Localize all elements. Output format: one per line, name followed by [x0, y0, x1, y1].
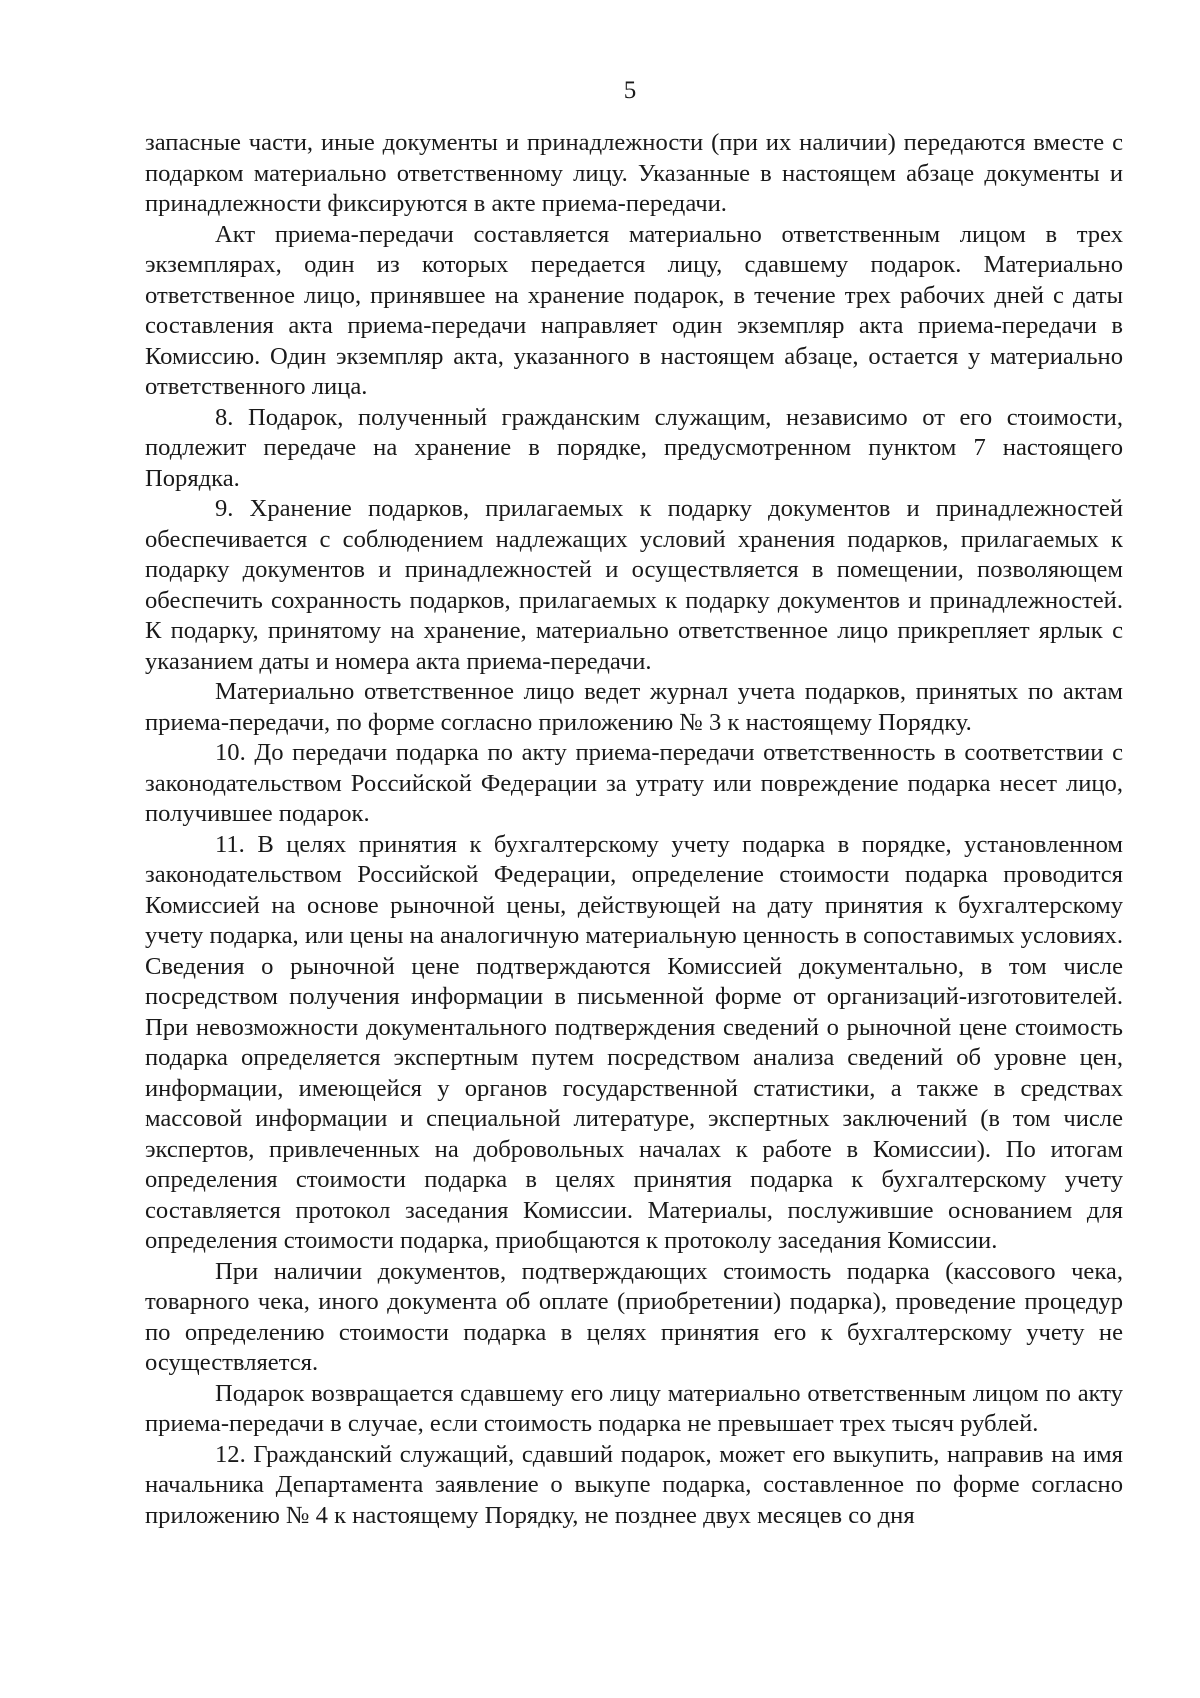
paragraph-act-transfer: Акт приема-передачи составляется материально ответственным лицом в трех экземплярах, один из которых передается лицу, сдавшему подарок. Материально ответственное лицо, принявшее на хранение подарок, в течение трех рабочих дней с даты составления акта приема-передачи направляет один экземпляр акта приема-передачи в Комиссию. Один экземпляр акта, указанного в настоящем абзаце, остается у материально ответственного лица.: [145, 220, 1123, 400]
paragraph-item-8: 8. Подарок, полученный гражданским служащим, независимо от его стоимости, подлежит передаче на хранение в порядке, предусмотренном пунктом 7 настоящего Порядка.: [145, 403, 1123, 492]
paragraph-item-12: 12. Гражданский служащий, сдавший подарок, может его выкупить, направив на имя начальника Департамента заявление о выкупе подарка, составленное по форме согласно приложению № 4 к настоящему Порядку, не позднее двух месяцев со дня: [145, 1440, 1123, 1529]
document-body: [145, 128, 1123, 1531]
page-number: 5: [623, 77, 637, 104]
paragraph-gift-return: Подарок возвращается сдавшему его лицу материально ответственным лицом по акту приема-передачи в случае, если стоимость подарка не превышает трех тысяч рублей.: [145, 1379, 1123, 1437]
paragraph-continuation: запасные части, иные документы и принадлежности (при их наличии) передаются вместе с подарком материально ответственному лицу. Указанные в настоящем абзаце документы и принадлежности фиксируются в акте приема-передачи.: [145, 129, 1123, 217]
paragraph-item-9: 9. Хранение подарков, прилагаемых к подарку документов и принадлежностей обеспечивается с соблюдением надлежащих условий хранения подарков, прилагаемых к подарку документов и принадлежностей и осуществляется в помещении, позволяющем обеспечить сохранность подарков, прилагаемых к подарку документов и принадлежностей. К подарку, принятому на хранение, материально ответственное лицо прикрепляет ярлык с указанием даты и номера акта приема-передачи.: [145, 495, 1123, 675]
paragraph-item-11: 11. В целях принятия к бухгалтерскому учету подарка в порядке, установленном законодательством Российской Федерации, определение стоимости подарка проводится Комиссией на основе рыночной цены, действующей на дату принятия к бухгалтерскому учету подарка, или цены на аналогичную материальную ценность в сопоставимых условиях. Сведения о рыночной цене подтверждаются Комиссией документально, в том числе посредством получения информации в письменной форме от организаций-изготовителей. При невозможности документального подтверждения сведений о рыночной цене стоимость подарка определяется экспертным путем посредством анализа сведений об уровне цен, информации, имеющейся у органов государственной статистики, а также в средствах массовой информации и специальной литературе, экспертных заключений (в том числе экспертов, привлеченных на добровольных началах к работе в Комиссии). По итогам определения стоимости подарка в целях принятия подарка к бухгалтерскому учету составляется протокол заседания Комиссии. Материалы, послужившие основанием для определения стоимости подарка, приобщаются к протоколу заседания Комиссии.: [145, 830, 1123, 1254]
paragraph-documents-present: При наличии документов, подтверждающих стоимость подарка (кассового чека, товарного чека, иного документа об оплате (приобретении) подарка), проведение процедур по определению стоимости подарка в целях принятия его к бухгалтерскому учету не осуществляется.: [145, 1257, 1123, 1376]
paragraph-item-10: 10. До передачи подарка по акту приема-передачи ответственность в соответствии с законодательством Российской Федерации за утрату или повреждение подарка несет лицо, получившее подарок.: [145, 739, 1123, 827]
paragraph-journal: Материально ответственное лицо ведет журнал учета подарков, принятых по актам приема-передачи, по форме согласно приложению № 3 к настоящему Порядку.: [145, 678, 1123, 736]
